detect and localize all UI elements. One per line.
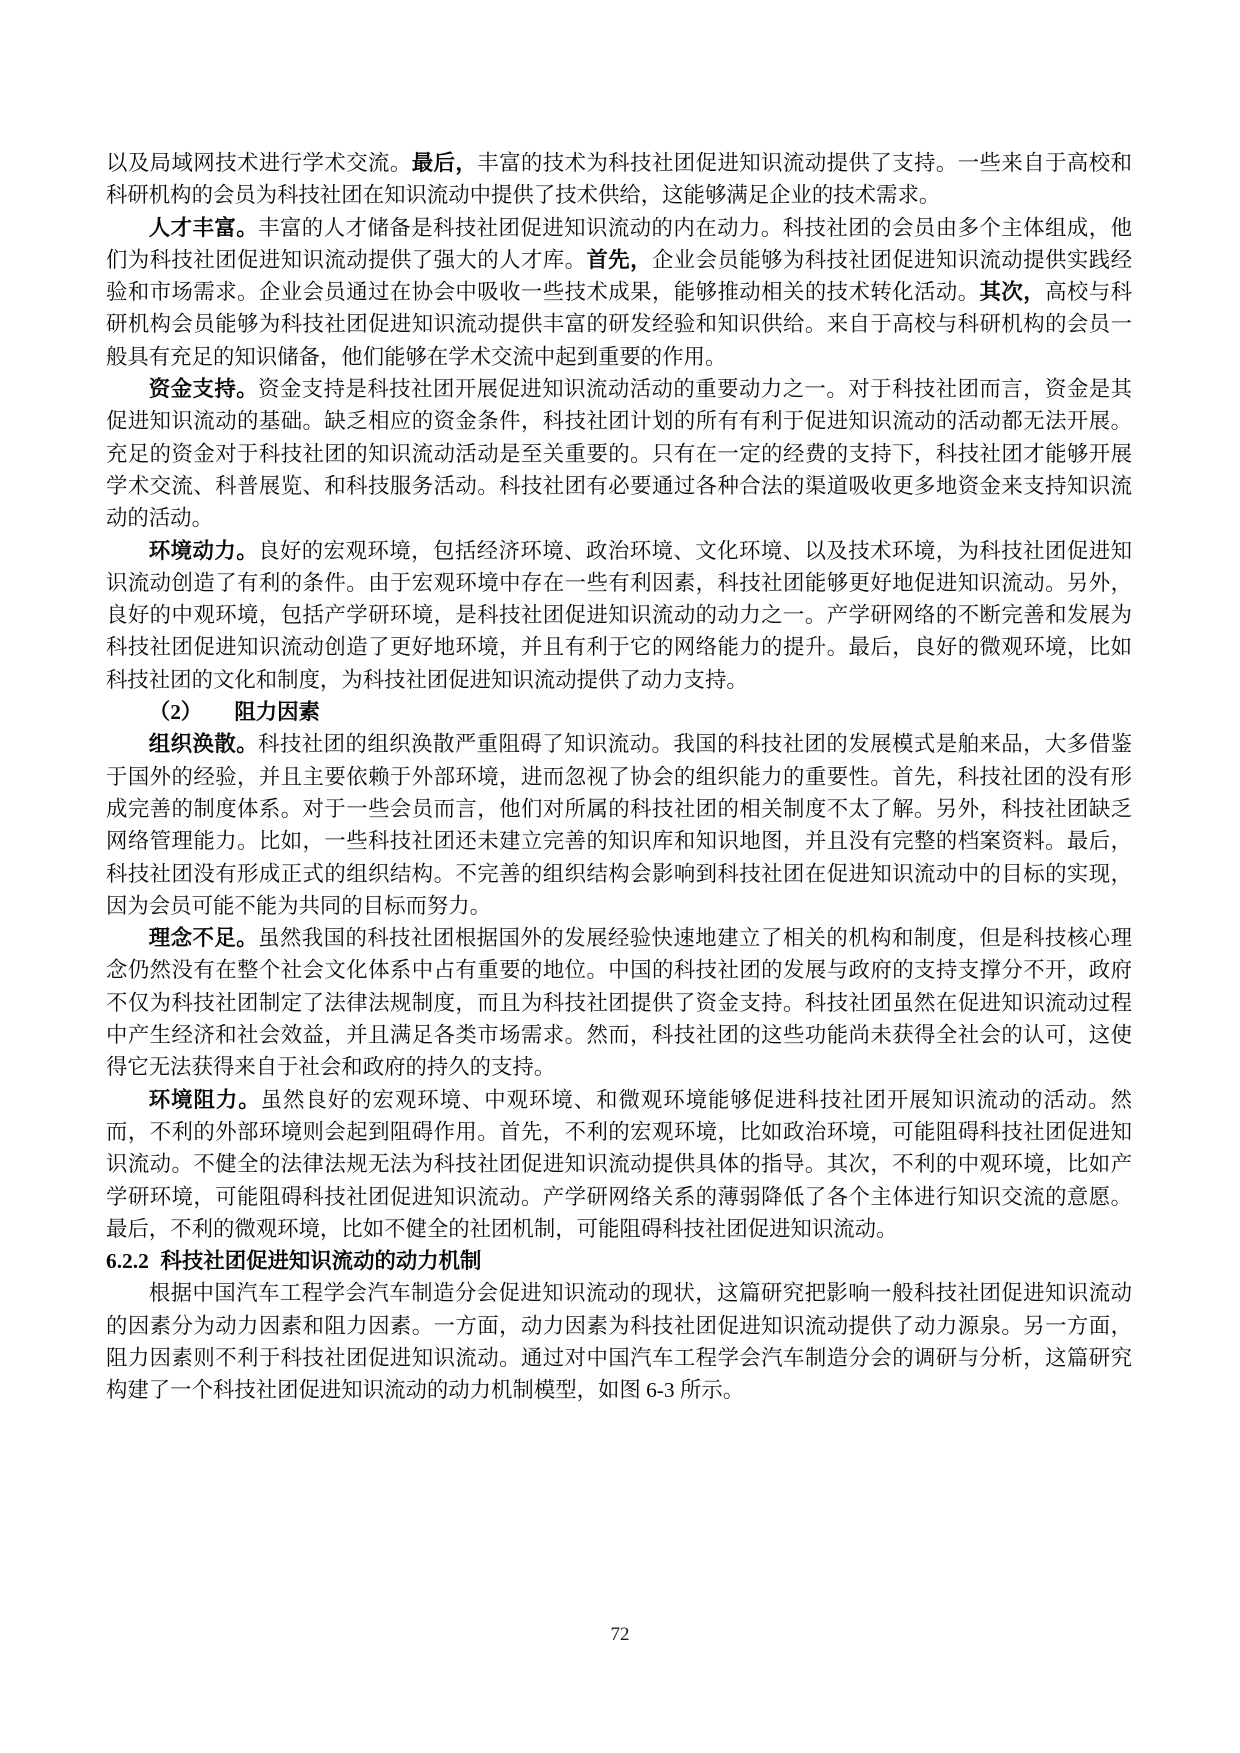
bold-run-in-text: 首先， xyxy=(586,247,652,272)
body-text-run: 企业会员能够为科技社团促进知识流动提供实践经验和市场需求。企业会员通过在协会中吸收一些技术成果，能够推动相关的技术转化活动。 xyxy=(106,247,1132,305)
bold-run-in-text: 其次， xyxy=(979,280,1046,305)
heading-title: 阻力因素 xyxy=(234,700,320,725)
bold-run-in-text: 最后， xyxy=(411,151,478,175)
heading-number: 6.2.2 xyxy=(106,1249,149,1274)
paragraph xyxy=(106,212,1132,373)
paragraph xyxy=(106,1084,1132,1245)
bold-run-in-text: 环境动力。 xyxy=(148,538,259,563)
paragraph xyxy=(106,373,1132,534)
bold-run-in-text: 资金支持。 xyxy=(148,377,259,402)
document-body xyxy=(106,147,1132,1407)
heading-number: （2） xyxy=(148,700,203,725)
heading-title: 科技社团促进知识流动的动力机制 xyxy=(160,1249,482,1274)
page-number: 72 xyxy=(610,1624,630,1645)
paragraph xyxy=(106,147,1132,212)
subsection-heading xyxy=(106,696,1132,728)
body-text-run: 良好的宏观环境，包括经济环境、政治环境、文化环境、以及技术环境，为科技社团促进知识流动创造了有利的条件。由于宏观环境中存在一些有利因素，科技社团能够更好地促进知识流动。另外，良好的中观环境，包括产学研环境，是科技社团促进知识流动的动力之一。产学研网络的不断完善和发展为科技社团促进知识流动创造了更好地环境，并且有利于它的网络能力的提升。最后，良好的微观环境，比如科技社团的文化和制度，为科技社团促进知识流动提供了动力支持。 xyxy=(106,538,1132,692)
body-text-run: 丰富的技术为科技社团促进知识流动提供了支持。一些来自于高校和科研机构的会员为科技社团在知识流动中提供了技术供给，这能够满足企业的技术需求。 xyxy=(106,151,1132,208)
body-text-run: 虽然良好的宏观环境、中观环境、和微观环境能够促进科技社团开展知识流动的活动。然而，不利的外部环境则会起到阻碍作用。首先，不利的宏观环境，比如政治环境，可能阻碍科技社团促进知识流动。不健全的法律法规无法为科技社团促进知识流动提供具体的指导。其次，不利的中观环境，比如产学研环境，可能阻碍科技社团促进知识流动。产学研网络关系的薄弱降低了各个主体进行知识交流的意愿。最后，不利的微观环境，比如不健全的社团机制，可能阻碍科技社团促进知识流动。 xyxy=(106,1087,1132,1241)
body-text-run: 高校与科研机构会员能够为科技社团促进知识流动提供丰富的研发经验和知识供给。来自于高校与科研机构的会员一般具有充足的知识储备，他们能够在学术交流中起到重要的作用。 xyxy=(106,280,1132,369)
body-text-run: 丰富的人才储备是科技社团促进知识流动的内在动力。科技社团的会员由多个主体组成，他们为科技社团促进知识流动提供了强大的人才库。 xyxy=(106,215,1132,272)
paragraph xyxy=(106,922,1132,1083)
page-footer xyxy=(0,1624,1240,1646)
paragraph xyxy=(106,1277,1132,1406)
body-text-run: 以及局域网技术进行学术交流。 xyxy=(106,151,412,175)
section-heading xyxy=(106,1245,1132,1277)
bold-run-in-text: 环境阻力。 xyxy=(148,1087,261,1112)
paragraph xyxy=(106,728,1132,922)
paragraph xyxy=(106,535,1132,696)
body-text-run: 虽然我国的科技社团根据国外的发展经验快速地建立了相关的机构和制度，但是科技核心理念仍然没有在整个社会文化体系中占有重要的地位。中国的科技社团的发展与政府的支持支撑分不开，政府不仅为科技社团制定了法律法规制度，而且为科技社团提供了资金支持。科技社团虽然在促进知识流动过程中产生经济和社会效益，并且满足各类市场需求。然而，科技社团的这些功能尚未获得全社会的认可，这使得它无法获得来自于社会和政府的持久的支持。 xyxy=(106,926,1132,1080)
bold-run-in-text: 理念不足。 xyxy=(148,926,259,951)
bold-run-in-text: 人才丰富。 xyxy=(148,215,259,240)
body-text-run: 科技社团的组织涣散严重阻碍了知识流动。我国的科技社团的发展模式是舶来品，大多借鉴于国外的经验，并且主要依赖于外部环境，进而忽视了协会的组织能力的重要性。首先，科技社团的没有形成完善的制度体系。对于一些会员而言，他们对所属的科技社团的相关制度不太了解。另外，科技社团缺乏网络管理能力。比如，一些科技社团还未建立完善的知识库和知识地图，并且没有完整的档案资料。最后，科技社团没有形成正式的组织结构。不完善的组织结构会影响到科技社团在促进知识流动中的目标的实现，因为会员可能不能为共同的目标而努力。 xyxy=(106,732,1132,918)
body-text-run: 资金支持是科技社团开展促进知识流动活动的重要动力之一。对于科技社团而言，资金是其促进知识流动的基础。缺乏相应的资金条件，科技社团计划的所有有利于促进知识流动的活动都无法开展。充足的资金对于科技社团的知识流动活动是至关重要的。只有在一定的经费的支持下，科技社团才能够开展学术交流、科普展览、和科技服务活动。科技社团有必要通过各种合法的渠道吸收更多地资金来支持知识流动的活动。 xyxy=(106,377,1132,531)
bold-run-in-text: 组织涣散。 xyxy=(148,732,259,757)
body-text-run: 根据中国汽车工程学会汽车制造分会促进知识流动的现状，这篇研究把影响一般科技社团促进知识流动的因素分为动力因素和阻力因素。一方面，动力因素为科技社团促进知识流动提供了动力源泉。另一方面，阻力因素则不利于科技社团促进知识流动。通过对中国汽车工程学会汽车制造分会的调研与分析，这篇研究构建了一个科技社团促进知识流动的动力机制模型，如图 6-3 所示。 xyxy=(106,1281,1132,1403)
